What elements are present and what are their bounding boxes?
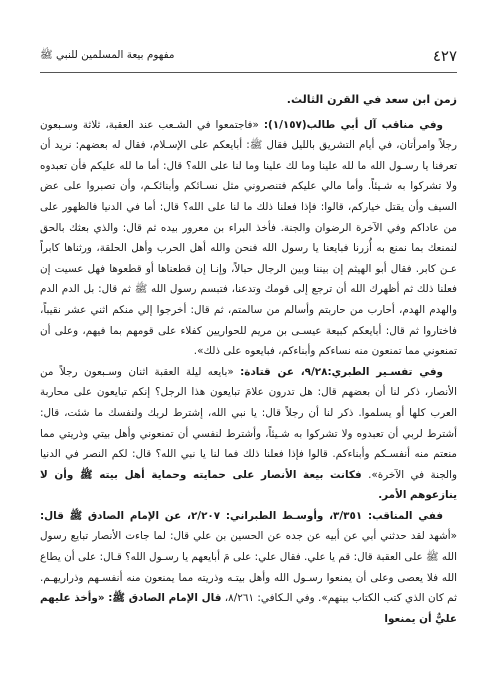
paragraph-source: وفي تفسـير الطبري:٩/٢٨، عن قتادة: xyxy=(240,365,443,378)
running-title: مفهوم بيعة المسلمين للنبي ﷺ xyxy=(40,48,175,61)
paragraph-source: ففي المناقب: ٣/٣٥١، وأوسـط الطبراني: ٢/٢٠٧، عن الإمام الصادق ﷺ قال: xyxy=(40,509,443,522)
paragraph xyxy=(40,506,457,630)
paragraph xyxy=(40,362,457,506)
paragraph-text: «بايعه ليلة العقبة اثنان وسـبعون رجلاً من الأنصار، ذكر لنا أن بعضهم قال: هل تدرون علامَ تبايعون هذا الرجل؟ إنكم تبايعون على محاربة العرب كلها أو يسلموا. ذكر لنا أن رجلاً قال: يا نبي الله، إشترط لربك ولنفسك ما شئت، قال: أشترط لربي أن تعبدوه ولا تشركوا به شـيئاً، وأشترط لنفسي أن تمنعوني وأهل بيتي وذريتي مما منعتم منه أنفسـكم وأبناءكم. قالوا فإذا فعلنا ذلك فما لنا يا نبي الله؟ قال: لكم النصر في الدنيا والجنة في الآخرة». xyxy=(40,365,457,481)
page-number: ٤٢٧ xyxy=(432,47,457,65)
section-heading: زمن ابن سعد في القرن الثالث. xyxy=(286,93,457,106)
page-header xyxy=(40,44,457,68)
page-body xyxy=(40,90,457,681)
paragraph xyxy=(40,115,457,362)
header-divider xyxy=(40,72,457,73)
paragraph-emphasis: قال الإمام الصادق ﷺ: «وأخذ عليهم عليٌّ أن يمنعوا xyxy=(40,592,457,625)
paragraph-text: «فاجتمعوا في الشـعب عند العقبة، ثلاثة وسـبعون رجلاً وامرأتان، في أيام التشريق بالليل فقال ﷺ: أبايعكم على الإسـلام، فقال له بعضهم: نريد أن تعرفنا يا رسـول الله ما لله علينا وما لك علينا وما لنا على الله؟ قال: أما ما لله عليكم فأن تعبدوه ولا تشركوا به شـيئاً. وأما مالي عليكم فتنصروني مثل نسـائكم وأبنائكـم، وأن تصبروا على عض السيف وأن يقتل خياركم، قالوا: فإذا فعلنا ذلك ما لنا على الله؟ قال: أما في الدنيا فالظهور على من عاداكم وفي الآخرة الرضوان والجنة. فأخذ البراء بن معرور بيده ثم قال: والذي بعثك بالحق لنمنعك بما نمنع به أُزرنا فبايعنا يا رسول الله فنحن والله أهل الحرب وأهل الحلقة، ورثناها كابراً عـن كابر. فقال أبو الهيثم إن بيننا وبين الرجال حبالاً، وإنـا إن قطعناها أو قطعوها فهل عسيت إن فعلنا ذلك ثم أظهرك الله أن ترجع إلى قومك وتدعنا، فتبسم رسول الله ﷺ ثم قال: بل الدم الدم والهدم الهدم، أحارب من حاربتم وأسالم من سالمتم، ثم قال: أخرجوا إلي منكم اثني عشر نقيباً، فاختاروا ثم قال: أبايعكم كبيعة عيسـى بن مريم للحواريين كفلاء على قومهم بما فيهم، وعلى أن تمنعوني مما تمنعون منه نساءكم وأبناءكم، فبايعوه على ذلك». xyxy=(40,118,457,358)
paragraph-source: وفي مناقب آل أبي طالب(١/١٥٧): xyxy=(263,118,444,131)
paragraph-emphasis: فكانت بيعة الأنصار على حمايته وحماية أهل بيته ﷺ وأن لا ينازعوهم الأمر. xyxy=(40,468,457,502)
paragraph-text: «أشهد لقد حدثني أبي عن أبيه عن جده عن الحسين بن علي قال: لما جاءت الأنصار تبايع رسول الله ﷺ على العقبة قال: قم يا علي. فقال علي: على مَ أبايعهم يا رسـول الله؟ قـال: على أن يطاع الله فلا يعصى وعلى أن يمنعوا رسـول الله وأهل بيتـه وذريته مما يمنعون منه أنفسـهم وذراريهـم. ثم كان الذي كتب الكتاب بينهم». وفي الـكافي: ٨/٢٦١، xyxy=(40,530,457,605)
